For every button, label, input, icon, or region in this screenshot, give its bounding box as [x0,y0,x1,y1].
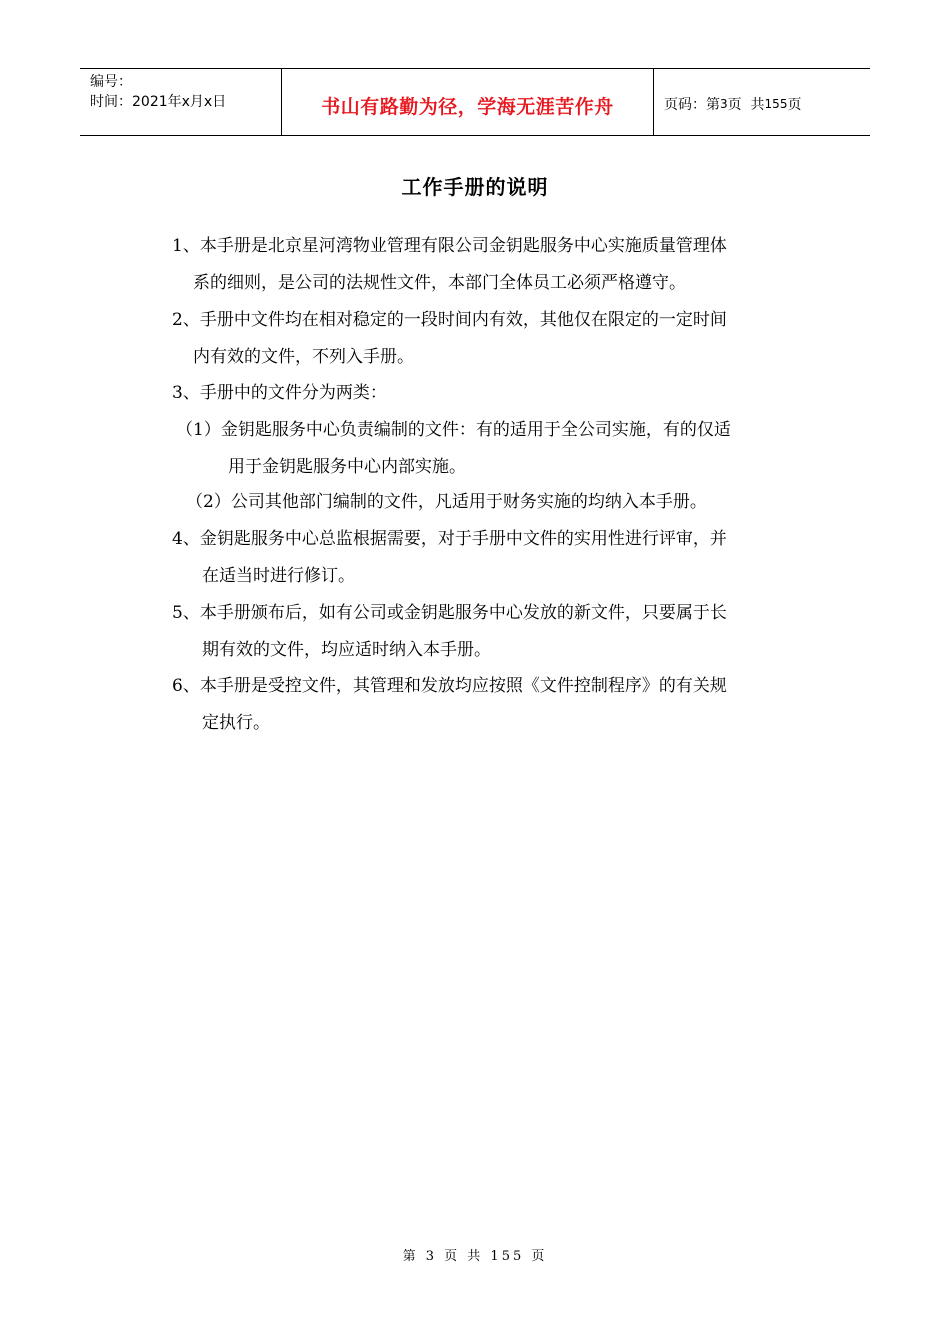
paragraph-line: 1、本手册是北京星河湾物业管理有限公司金钥匙服务中心实施质量管理体 [172,236,727,256]
document-title: 工作手册的说明 [401,175,549,199]
page-prefix: 页码：第 [664,97,720,113]
header-motto-cell [281,69,654,135]
paragraph-line: 5、本手册颁布后，如有公司或金钥匙服务中心发放的新文件，只要属于长 [172,603,727,623]
page-current: 3 [720,97,728,111]
page-mid: 页 共 [727,97,765,113]
paragraph-line: 6、本手册是受控文件，其管理和发放均应按照《文件控制程序》的有关规 [172,676,727,696]
motto-text: 书山有路勤为径，学海无涯苦作舟 [321,95,614,118]
paragraph-line: 定执行。 [202,713,270,733]
page-footer: 第 3 页 共 155 页 [402,1249,548,1264]
paragraph-line: 内有效的文件，不列入手册。 [193,347,414,367]
paragraph-line: （2）公司其他部门编制的文件，凡适用于财务实施的均纳入本手册。 [186,492,707,512]
page-total: 155 [764,97,788,111]
paragraph-line: 2、手册中文件均在相对稳定的一段时间内有效，其他仅在限定的一定时间 [172,310,727,330]
paragraph-line: 4、金钥匙服务中心总监根据需要，对于手册中文件的实用性进行评审，并 [172,529,727,549]
paragraph-line: 3、手册中的文件分为两类： [172,383,387,403]
paragraph-line: 期有效的文件，均应适时纳入本手册。 [202,640,491,660]
header-page-cell [654,69,870,135]
header-meta-cell [80,69,281,135]
page-header [80,68,870,136]
paragraph-line: 用于金钥匙服务中心内部实施。 [228,457,466,477]
paragraph-line: 系的细则，是公司的法规性文件，本部门全体员工必须严格遵守。 [193,273,686,293]
paragraph-line: 在适当时进行修订。 [202,566,355,586]
page-suffix: 页 [787,97,802,113]
paragraph-line: （1）金钥匙服务中心负责编制的文件：有的适用于全公司实施，有的仅适 [176,420,731,440]
serial-label: 编号： [90,74,132,90]
time-label: 时间：2021年x月x日 [90,94,227,110]
